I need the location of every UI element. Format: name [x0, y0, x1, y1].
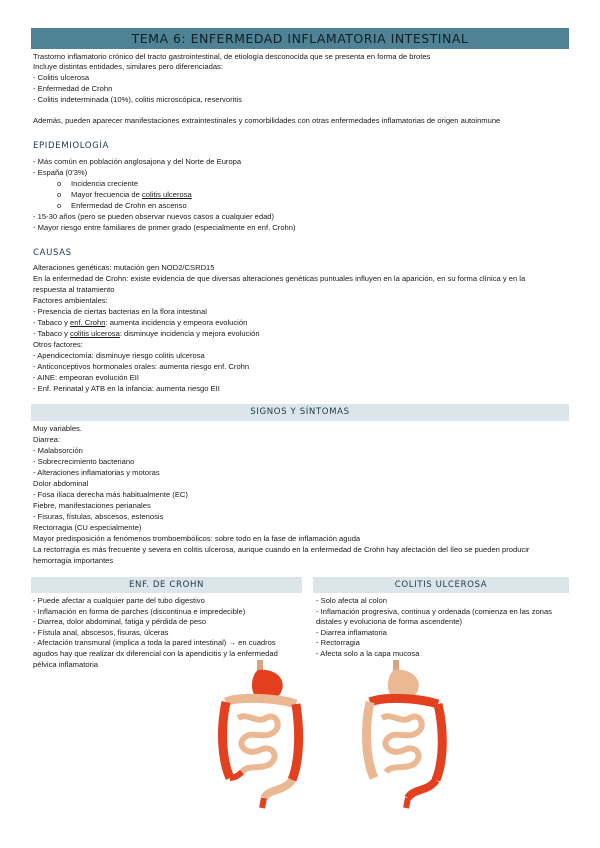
text: - Tabaco y [33, 329, 71, 338]
underlined-text: enf. Crohn [70, 318, 106, 327]
epi-subitem [33, 201, 187, 211]
signos-line: Mayor predisposición a fenómenos tromboembólicos: sobre todo en la fase de inflamación aguda [33, 534, 361, 543]
crohn-item: - Puede afectar a cualquier parte del tubo digestivo [33, 596, 205, 605]
causas-line: Alteraciones genéticas: mutación gen NOD2/CSRD15 [33, 263, 215, 272]
epi-subitem-text: Incidencia creciente [71, 179, 139, 188]
colitis-item: - Afecta solo a la capa mucosa [316, 648, 420, 658]
signos-line: - Fisuras, fístulas, abscesos, estenosis [33, 512, 164, 521]
page-title: TEMA 6: ENFERMEDAD INFLAMATORIA INTESTINAL [31, 28, 569, 49]
colitis-item: - Solo afecta al colon [316, 596, 387, 605]
colon-ascending [223, 702, 230, 778]
epi-line: - Mayor riesgo entre familiares de primer grado (especialmente en enf. Crohn) [33, 223, 296, 232]
epi-subitem [33, 179, 138, 189]
signos-line: - Sobrecrecimiento bacteriano [33, 457, 135, 466]
text: : disminuye incidencia y mejora evolución [119, 329, 260, 338]
intro-line: - Enfermedad de Crohn [33, 84, 113, 93]
epi-subitem [33, 190, 192, 200]
causas-line: - AINE: empeoran evolución EII [33, 373, 139, 382]
crohn-item: - Afectación transmural (implica a toda la pared intestinal) → en cuadros agudos hay que realizar dx diferencial con la apendicitis y la enfermedad pélvica inflamatoria [33, 638, 278, 669]
crohn-illustration [208, 660, 308, 810]
bullet: o [57, 201, 62, 210]
colitis-heading: COLITIS ULCEROSA [313, 577, 569, 593]
signos-line: - Fosa ilíaca derecha más habitualmente (EC) [33, 490, 188, 499]
signos-line: - Alteraciones inflamatorias y motoras [33, 468, 160, 477]
signos-line: hemorragia importantes [33, 556, 114, 565]
epidemiologia-heading: EPIDEMIOLOGÍA [33, 141, 110, 151]
signos-line: Dolor abdominal [33, 479, 89, 488]
sigmoid [408, 780, 436, 798]
epi-subitem-text: Enfermedad de Crohn en ascenso [71, 201, 187, 210]
sigmoid [264, 780, 292, 798]
epi-line: - Más común en población anglosajona y del Norte de Europa [33, 157, 242, 166]
causas-line: Otros factores: [33, 340, 83, 349]
bullet: o [57, 190, 62, 199]
signos-line: Fiebre, manifestaciones perianales [33, 501, 151, 510]
colitis-item: - Diarrea inflamatoria [316, 627, 387, 637]
epi-line: - 15-30 años (pero se pueden observar nuevos casos a cualquier edad) [33, 212, 275, 221]
small-intestine [238, 716, 278, 772]
signos-line: Rectorragia (CU especialmente) [33, 523, 142, 532]
crohn-heading: ENF. DE CROHN [31, 577, 302, 593]
intro-line: - Colitis indeterminada (10%), colitis microscópica, reservoritis [33, 95, 242, 104]
bullet: o [57, 179, 62, 188]
epi-subitem-underlined: colitis ulcerosa [141, 190, 192, 199]
rectum [406, 798, 408, 808]
intro-line: Incluye distintas entidades, similares pero diferenciadas: [33, 62, 223, 71]
causas-line: Factores ambientales: [33, 296, 108, 305]
colitis-illustration [356, 660, 456, 810]
causas-line: - Presencia de ciertas bacterias en la flora intestinal [33, 307, 207, 316]
causas-line: - Enf. Perinatal y ATB en la infancia: aumenta riesgo EII [33, 384, 220, 393]
causas-heading: CAUSAS [33, 248, 72, 258]
causas-line: En la enfermedad de Crohn: existe evidencia de que diversas alteraciones genéticas puntuales influyen en la aparición, en su forma clínica y en la [33, 274, 526, 283]
intro-line: - Colitis ulcerosa [33, 73, 90, 82]
signos-line: La rectorragia es más frecuente y severa en colitis ulcerosa, aunque cuando en la enfermedad de Crohn hay afectación del íleo se pueden producir [33, 545, 530, 554]
colitis-item: - Rectorragia [316, 638, 360, 648]
colitis-item: - Inflamación progresiva, continua y ordenada (comienza en las zonas distales y evoluciona de forma ascendente) [316, 606, 552, 627]
signos-line: Diarrea: [33, 435, 61, 444]
signos-line: Muy variables. [33, 424, 82, 433]
signos-line: - Malabsorción [33, 446, 83, 455]
epi-subitem-text: Mayor frecuencia de [71, 190, 142, 199]
colon-descending [436, 704, 442, 780]
text: - Tabaco y [33, 318, 71, 327]
colon-transverse [226, 698, 296, 704]
causas-line: - Anticonceptivos hormonales orales: aumenta riesgo enf. Crohn [33, 362, 250, 371]
colitis-list [316, 596, 568, 660]
causas-line [33, 318, 247, 328]
text: : aumenta incidencia y empeora evolución [105, 318, 248, 327]
signos-heading: SIGNOS Y SÍNTOMAS [31, 404, 569, 421]
epi-line: - España (0'3%) [33, 168, 88, 177]
causas-line: respuesta al tratamiento [33, 285, 115, 294]
intro-line: Trastorno inflamatorio crónico del tracto gastrointestinal, de etiología desconocida que se presenta en forma de brotes [33, 52, 431, 61]
underlined-text: colitis ulcerosa [70, 329, 120, 338]
causas-line: - Apendicectomía: disminuye riesgo colitis ulcerosa [33, 351, 205, 360]
intro-extra: Además, pueden aparecer manifestaciones extraintestinales y comorbilidades con otras enfermedades inflamatorias de origen autoinmune [33, 116, 501, 125]
colon-transverse [370, 698, 438, 704]
crohn-item: - Inflamación en forma de parches (discontinua e impredecible) [33, 606, 246, 616]
crohn-item: - Fístula anal, abscesos, fisuras, úlceras [33, 627, 169, 637]
small-intestine [382, 716, 422, 772]
colon-ascending [367, 702, 374, 778]
crohn-item: - Diarrea, dolor abdominal, fatiga y pérdida de peso [33, 617, 207, 627]
rectum [262, 798, 264, 808]
colon-descending [292, 704, 299, 780]
causas-line [33, 329, 260, 339]
